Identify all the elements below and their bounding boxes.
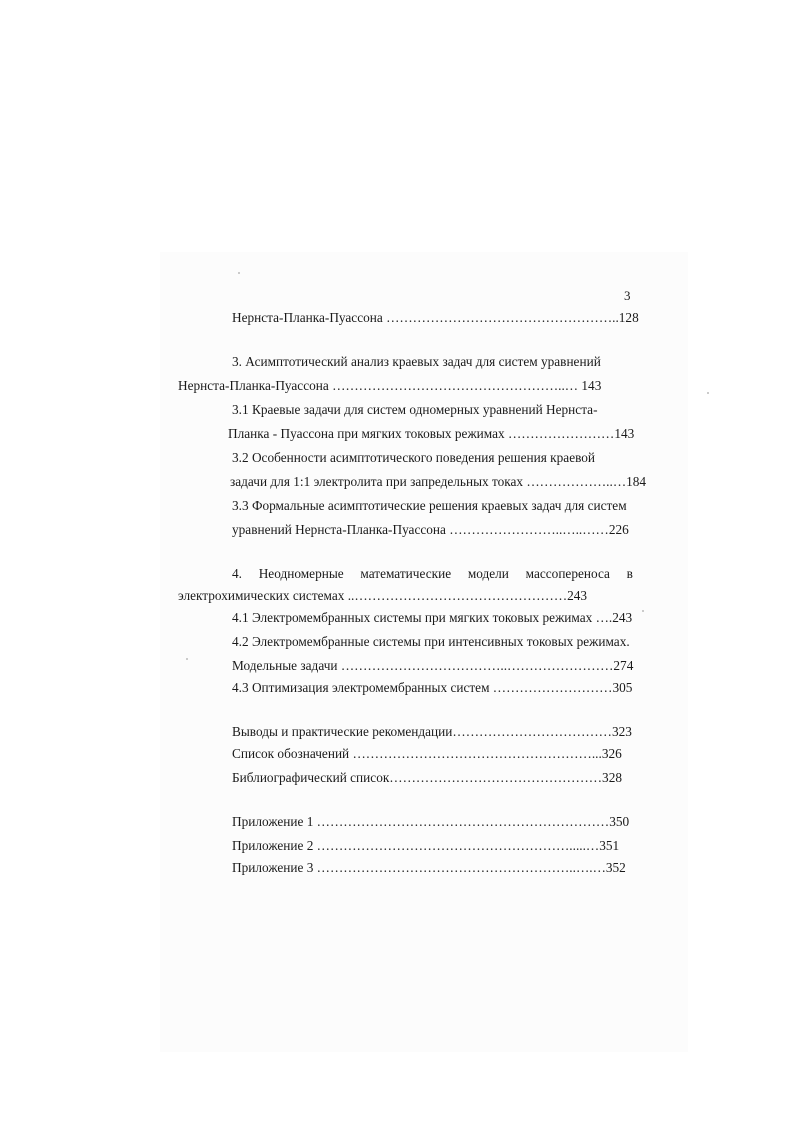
toc-entry: Библиографический список…………………………………………328 [232,770,622,785]
toc-entry: Модельные задачи ………………………………..……………………274 [232,658,634,673]
heading-word: 4. [232,566,242,581]
heading-word: модели [467,566,509,581]
scanned-page-area [160,252,688,1052]
toc-entry: 3.2 Особенности асимптотического поведения решения краевой [232,450,596,465]
toc-entry: 3.1 Краевые задачи для систем одномерных уравнений Нернста- [232,402,598,417]
toc-entry: Приложение 1 …………………………………………………………350 [232,814,630,829]
toc-entry: Нернста-Планка-Пуассона ……………………………………………..… 143 [178,378,602,393]
toc-chapter-heading: 3. Асимптотический анализ краевых задач для систем уравнений [232,354,601,369]
toc-entry: уравнений Нернста-Планка-Пуассона ……………………..…..……226 [232,522,629,537]
heading-word: Неодномерные [258,566,344,581]
scan-speck [186,658,188,660]
toc-entry: задачи для 1:1 электролита при запредельных токах ………………..…184 [230,474,647,489]
scan-speck [707,392,709,394]
heading-word: массопереноса [525,566,610,581]
toc-entry: 3.3 Формальные асимптотические решения краевых задач для систем [232,498,627,513]
toc-entry: 4.3 Оптимизация электромембранных систем ………………………305 [232,680,633,695]
toc-entry: Нернста-Планка-Пуассона ……………………………………………..128 [232,310,639,325]
scan-speck [238,272,240,274]
heading-word: в [626,566,633,581]
toc-entry: Выводы и практические рекомендации………………………………323 [232,724,632,739]
toc-entry: Приложение 2 ………………………………………………….....…351 [232,838,620,853]
page-number: 3 [624,288,631,303]
scan-speck [642,610,644,612]
toc-entry: Планка - Пуассона при мягких токовых режимах ……………………143 [228,426,635,441]
heading-word: математические [360,566,452,581]
toc-chapter-heading [232,566,633,582]
toc-entry: 4.1 Электромембранных системы при мягких токовых режимах ….243 [232,610,633,625]
toc-entry: Список обозначений ………………………………………………...326 [232,746,622,761]
toc-entry: 4.2 Электромембранные системы при интенсивных токовых режимах. [232,634,630,649]
toc-entry: электрохимических системах ..…………………………………………243 [178,588,588,603]
toc-entry: Приложение 3 …………………………………………………..….…352 [232,860,626,875]
